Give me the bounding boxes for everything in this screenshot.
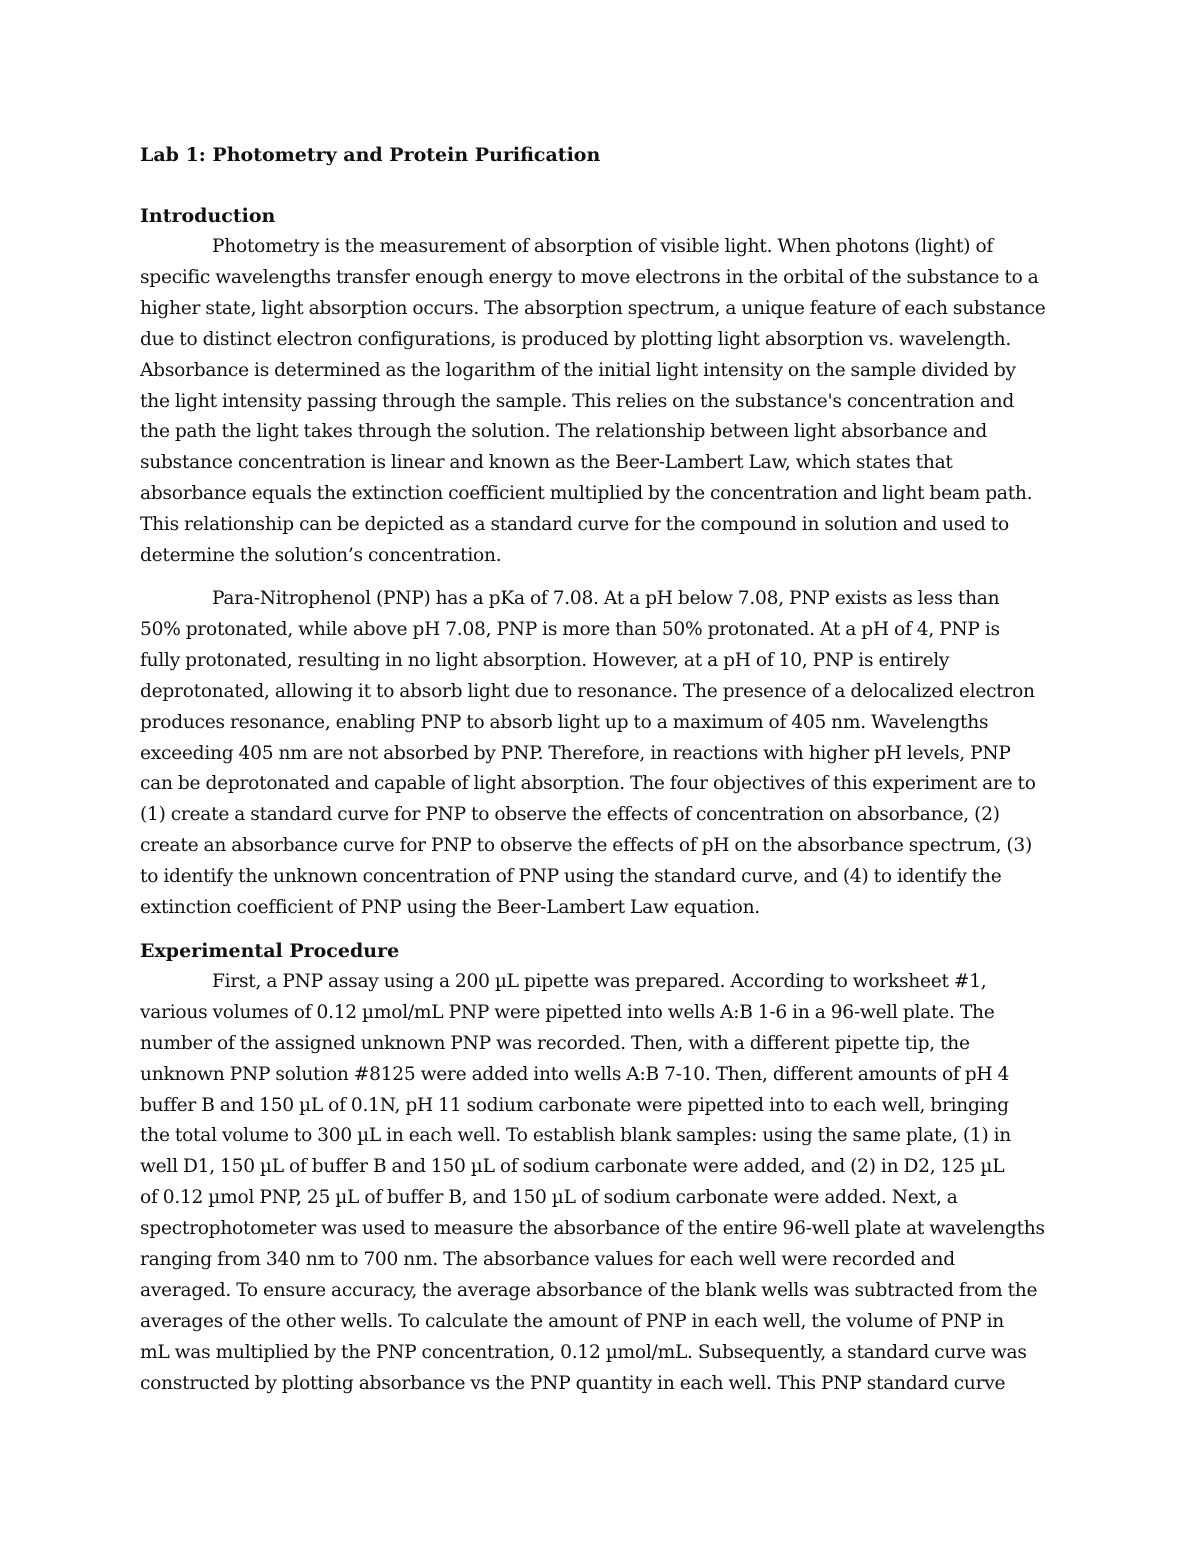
paragraph-intro-1 — [140, 232, 1062, 572]
text-line: First, a PNP assay using a 200 µL pipette was prepared. According to worksheet #1, — [212, 970, 987, 992]
text-line: create an absorbance curve for PNP to observe the effects of pH on the absorbance spectrum, (3) — [140, 835, 1033, 857]
document-title: Lab 1: Photometry and Protein Purification — [140, 144, 601, 166]
text-line: of 0.12 µmol PNP, 25 µL of buffer B, and 150 µL of sodium carbonate were added. Next, a — [140, 1187, 958, 1209]
paragraph-spacer — [140, 572, 1062, 584]
paragraph-intro-2 — [140, 584, 1062, 924]
text-line: determine the solution’s concentration. — [140, 545, 502, 567]
text-line: specific wavelengths transfer enough energy to move electrons in the orbital of the substance to a — [140, 266, 1039, 288]
text-line: extinction coefficient of PNP using the Beer-Lambert Law equation. — [140, 897, 760, 919]
text-line: mL was multiplied by the PNP concentration, 0.12 µmol/mL. Subsequently, a standard curve was — [140, 1341, 1027, 1363]
text-line: the path the light takes through the solution. The relationship between light absorbance and — [140, 421, 988, 443]
section-heading-introduction: Introduction — [140, 205, 276, 227]
text-line: number of the assigned unknown PNP was recorded. Then, with a different pipette tip, the — [140, 1032, 970, 1054]
text-line: This relationship can be depicted as a standard curve for the compound in solution and used to — [140, 514, 1009, 536]
paragraph-spacer — [140, 924, 1062, 936]
text-line: constructed by plotting absorbance vs the PNP quantity in each well. This PNP standard curve — [140, 1372, 1006, 1394]
text-line: averaged. To ensure accuracy, the average absorbance of the blank wells was subtracted from the — [140, 1280, 1038, 1301]
text-line: deprotonated, allowing it to absorb light due to resonance. The presence of a delocalized electron — [140, 680, 1035, 702]
section-heading-experimental-procedure: Experimental Procedure — [140, 939, 400, 962]
text-line: absorbance equals the extinction coefficient multiplied by the concentration and light beam path. — [140, 483, 1033, 505]
text-line: (1) create a standard curve for PNP to observe the effects of concentration on absorbance, (2) — [140, 804, 1000, 826]
text-line: ranging from 340 nm to 700 nm. The absorbance values for each well were recorded and — [140, 1249, 955, 1271]
paragraph-procedure-1 — [140, 967, 1062, 1400]
text-line: the light intensity passing through the sample. This relies on the substance's concentration and — [140, 390, 1014, 412]
document-body — [140, 140, 1062, 1400]
text-line: Absorbance is determined as the logarithm of the initial light intensity on the sample divided by — [140, 359, 1016, 381]
text-line: produces resonance, enabling PNP to absorb light up to a maximum of 405 nm. Wavelengths — [140, 711, 989, 733]
text-line: due to distinct electron configurations, is produced by plotting light absorption vs. wavelength. — [140, 328, 1011, 350]
text-line: spectrophotometer was used to measure the absorbance of the entire 96-well plate at wavelengths — [140, 1218, 1045, 1240]
text-line: the total volume to 300 µL in each well. To establish blank samples: using the same plate, (1) in — [140, 1125, 1012, 1147]
text-line: Para-Nitrophenol (PNP) has a pKa of 7.08. At a pH below 7.08, PNP exists as less than — [212, 587, 1000, 609]
text-line: Photometry is the measurement of absorption of visible light. When photons (light) of — [212, 236, 994, 257]
text-line: various volumes of 0.12 µmol/mL PNP were pipetted into wells A:B 1-6 in a 96-well plate. The — [140, 1001, 995, 1023]
text-line: to identify the unknown concentration of PNP using the standard curve, and (4) to identify the — [140, 866, 1002, 888]
text-line: well D1, 150 µL of buffer B and 150 µL of sodium carbonate were added, and (2) in D2, 125 µL — [140, 1156, 1005, 1178]
text-line: 50% protonated, while above pH 7.08, PNP is more than 50% protonated. At a pH of 4, PNP is — [140, 618, 1000, 640]
text-line: can be deprotonated and capable of light absorption. The four objectives of this experiment are to — [140, 773, 1036, 795]
text-line: buffer B and 150 µL of 0.1N, pH 11 sodium carbonate were pipetted into to each well, bringing — [140, 1094, 1009, 1116]
text-line: higher state, light absorption occurs. The absorption spectrum, a unique feature of each substance — [140, 297, 1046, 319]
text-line: averages of the other wells. To calculate the amount of PNP in each well, the volume of PNP in — [140, 1310, 1004, 1332]
text-line: fully protonated, resulting in no light absorption. However, at a pH of 10, PNP is entirely — [140, 649, 950, 671]
text-line: exceeding 405 nm are not absorbed by PNP. Therefore, in reactions with higher pH levels, PNP — [140, 742, 1011, 764]
text-line: substance concentration is linear and known as the Beer-Lambert Law, which states that — [140, 452, 953, 474]
text-line: unknown PNP solution #8125 were added into wells A:B 7-10. Then, different amounts of pH 4 — [140, 1063, 1010, 1085]
